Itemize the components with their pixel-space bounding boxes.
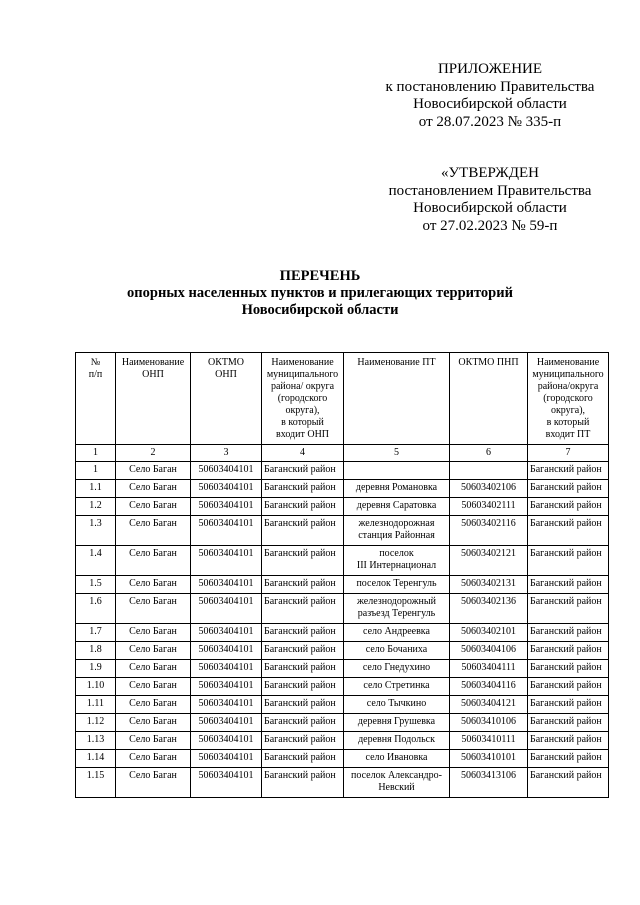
pt-district-cell: Баганский район [528,546,609,576]
pnp-oktmo-cell: 50603404111 [450,660,528,678]
pt-name-cell: деревня Саратовка [344,498,450,516]
onp-oktmo-cell: 50603404101 [191,462,262,480]
pt-name-cell: поселок III Интернационал [344,546,450,576]
title-line: Новосибирской области [241,302,399,318]
onp-name-cell: Село Баган [116,696,191,714]
onp-district-cell: Баганский район [262,696,344,714]
onp-district-cell: Баганский район [262,678,344,696]
onp-oktmo-cell: 50603404101 [191,732,262,750]
row-number-cell: 1.1 [76,480,116,498]
pnp-oktmo-cell: 50603402121 [450,546,528,576]
row-number-cell: 1.14 [76,750,116,768]
table-body [76,462,609,798]
pt-district-cell: Баганский район [528,642,609,660]
onp-name-cell: Село Баган [116,732,191,750]
table-row [76,642,609,660]
header-cell: Наименование муниципального района/ округа (городского округа), в который входит ОНП [262,353,344,445]
appendix-block [380,61,600,131]
onp-district-cell: Баганский район [262,480,344,498]
row-number-cell: 1.4 [76,546,116,576]
onp-oktmo-cell: 50603404101 [191,498,262,516]
table-row [76,732,609,750]
row-number-cell: 1.12 [76,714,116,732]
onp-oktmo-cell: 50603404101 [191,480,262,498]
table-row [76,624,609,642]
onp-district-cell: Баганский район [262,594,344,624]
table-row [76,594,609,624]
header-cell: Наименование муниципального района/округа (городского округа), в который входит ПТ [528,353,609,445]
row-number-cell: 1.8 [76,642,116,660]
pt-name-cell: деревня Подольск [344,732,450,750]
onp-district-cell: Баганский район [262,714,344,732]
row-number-cell: 1.3 [76,516,116,546]
pnp-oktmo-cell: 50603410111 [450,732,528,750]
onp-district-cell: Баганский район [262,516,344,546]
onp-oktmo-cell: 50603404101 [191,750,262,768]
pt-district-cell: Баганский район [528,732,609,750]
onp-district-cell: Баганский район [262,498,344,516]
table-row [76,516,609,546]
pt-name-cell: село Тычкино [344,696,450,714]
onp-district-cell: Баганский район [262,624,344,642]
pt-district-cell: Баганский район [528,750,609,768]
row-number-cell: 1.9 [76,660,116,678]
onp-name-cell: Село Баган [116,594,191,624]
table-row [76,678,609,696]
pt-district-cell: Баганский район [528,516,609,546]
onp-oktmo-cell: 50603404101 [191,768,262,798]
pt-district-cell: Баганский район [528,594,609,624]
pt-name-cell: поселок Теренгуль [344,576,450,594]
pt-district-cell: Баганский район [528,576,609,594]
column-number-cell: 5 [344,445,450,462]
table-row [76,498,609,516]
table-row [76,768,609,798]
onp-name-cell: Село Баган [116,480,191,498]
onp-oktmo-cell: 50603404101 [191,642,262,660]
pt-name-cell: село Андреевка [344,624,450,642]
onp-name-cell: Село Баган [116,714,191,732]
pnp-oktmo-cell: 50603402111 [450,498,528,516]
column-number-cell: 2 [116,445,191,462]
column-number-cell: 4 [262,445,344,462]
onp-oktmo-cell: 50603404101 [191,660,262,678]
onp-district-cell: Баганский район [262,732,344,750]
onp-name-cell: Село Баган [116,498,191,516]
pt-name-cell: село Ивановка [344,750,450,768]
header-cell: № п/п [76,353,116,445]
pt-name-cell: село Гнедухино [344,660,450,678]
row-number-cell: 1.5 [76,576,116,594]
appendix-line: от 28.07.2023 № 335-п [418,113,562,130]
appendix-line: ПРИЛОЖЕНИЕ [437,61,543,77]
header-cell: Наименование ОНП [116,353,191,445]
header-cell: ОКТМО ОНП [191,353,262,445]
pt-name-cell: деревня Романовка [344,480,450,498]
onp-oktmo-cell: 50603404101 [191,714,262,732]
onp-oktmo-cell: 50603404101 [191,516,262,546]
onp-district-cell: Баганский район [262,750,344,768]
pt-district-cell: Баганский район [528,696,609,714]
pt-name-cell: железнодорожная станция Районная [344,516,450,546]
pnp-oktmo-cell: 50603413106 [450,768,528,798]
pt-name-cell: поселок Александро- Невский [344,768,450,798]
table-header-row [76,353,609,445]
pnp-oktmo-cell: 50603402106 [450,480,528,498]
pt-name-cell [344,462,450,480]
onp-district-cell: Баганский район [262,660,344,678]
header-cell: Наименование ПТ [344,353,450,445]
onp-oktmo-cell: 50603404101 [191,624,262,642]
pt-name-cell: деревня Грушевка [344,714,450,732]
approved-line: постановлением Правительства [388,182,592,199]
column-number-cell: 3 [191,445,262,462]
approved-line: «УТВЕРЖДЕН [441,165,539,181]
approved-line: от 27.02.2023 № 59-п [422,217,558,234]
settlements-table [75,352,609,798]
pnp-oktmo-cell: 50603402131 [450,576,528,594]
table-row [76,750,609,768]
pnp-oktmo-cell: 50603402136 [450,594,528,624]
onp-district-cell: Баганский район [262,546,344,576]
onp-name-cell: Село Баган [116,516,191,546]
pnp-oktmo-cell: 50603402116 [450,516,528,546]
pnp-oktmo-cell: 50603404121 [450,696,528,714]
title-line: ПЕРЕЧЕНЬ [279,268,361,284]
onp-oktmo-cell: 50603404101 [191,678,262,696]
pnp-oktmo-cell: 50603404106 [450,642,528,660]
column-number-cell: 6 [450,445,528,462]
onp-name-cell: Село Баган [116,462,191,480]
row-number-cell: 1 [76,462,116,480]
onp-name-cell: Село Баган [116,546,191,576]
onp-name-cell: Село Баган [116,624,191,642]
pt-district-cell: Баганский район [528,624,609,642]
pnp-oktmo-cell: 50603404116 [450,678,528,696]
pt-district-cell: Баганский район [528,768,609,798]
header-cell: ОКТМО ПНП [450,353,528,445]
pt-district-cell: Баганский район [528,714,609,732]
table-row [76,462,609,480]
pt-name-cell: село Бочаниха [344,642,450,660]
onp-name-cell: Село Баган [116,642,191,660]
pt-name-cell: село Стретинка [344,678,450,696]
pt-district-cell: Баганский район [528,678,609,696]
onp-oktmo-cell: 50603404101 [191,696,262,714]
pt-name-cell: железнодорожный разъезд Теренгуль [344,594,450,624]
table-row [76,576,609,594]
onp-district-cell: Баганский район [262,462,344,480]
pnp-oktmo-cell: 50603410106 [450,714,528,732]
column-number-row [76,445,609,462]
onp-district-cell: Баганский район [262,768,344,798]
onp-oktmo-cell: 50603404101 [191,546,262,576]
table-row [76,546,609,576]
row-number-cell: 1.15 [76,768,116,798]
column-number-cell: 1 [76,445,116,462]
table-row [76,480,609,498]
pt-district-cell: Баганский район [528,462,609,480]
pt-district-cell: Баганский район [528,660,609,678]
pnp-oktmo-cell [450,462,528,480]
onp-name-cell: Село Баган [116,678,191,696]
onp-name-cell: Село Баган [116,768,191,798]
column-number-cell: 7 [528,445,609,462]
pnp-oktmo-cell: 50603402101 [450,624,528,642]
approved-block [380,165,600,235]
title-line: опорных населенных пунктов и прилегающих территорий [127,285,513,301]
approved-line: Новосибирской области [413,200,567,216]
onp-name-cell: Село Баган [116,750,191,768]
pnp-oktmo-cell: 50603410101 [450,750,528,768]
table-row [76,660,609,678]
row-number-cell: 1.6 [76,594,116,624]
row-number-cell: 1.7 [76,624,116,642]
appendix-line: к постановлению Правительства [385,78,595,95]
pt-district-cell: Баганский район [528,480,609,498]
pt-district-cell: Баганский район [528,498,609,516]
table-row [76,714,609,732]
document-title [40,268,600,319]
table-row [76,696,609,714]
row-number-cell: 1.11 [76,696,116,714]
row-number-cell: 1.13 [76,732,116,750]
onp-district-cell: Баганский район [262,576,344,594]
onp-district-cell: Баганский район [262,642,344,660]
appendix-line: Новосибирской области [413,96,567,112]
row-number-cell: 1.10 [76,678,116,696]
row-number-cell: 1.2 [76,498,116,516]
onp-name-cell: Село Баган [116,660,191,678]
onp-oktmo-cell: 50603404101 [191,594,262,624]
onp-oktmo-cell: 50603404101 [191,576,262,594]
onp-name-cell: Село Баган [116,576,191,594]
